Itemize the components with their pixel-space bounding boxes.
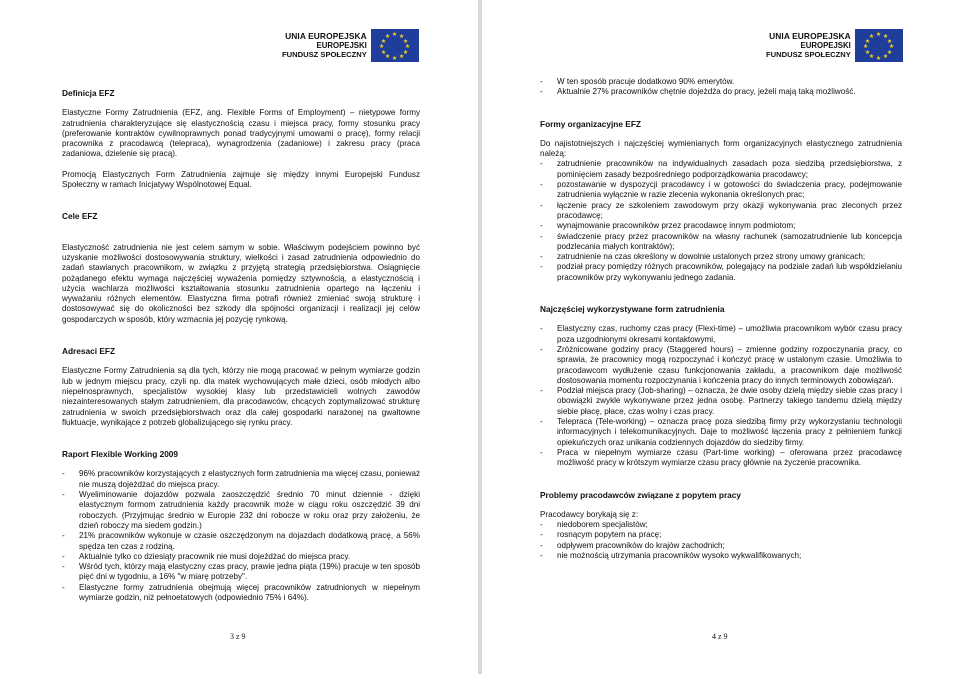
logo-line-2: EUROPEJSKI: [800, 41, 851, 50]
left-content: [62, 88, 420, 603]
list-item: - Elastyczne formy zatrudnienia obejmują więcej pracowników zatrudnionych w niepełnym wymiarze godzin, niż pełnoetatowych (odpowiednio 75% i 64%).: [62, 583, 420, 604]
list-item: - Aktualnie 27% pracowników chętnie dojeżdża do pracy, jeżeli mają taką możliwość.: [540, 87, 902, 97]
problemy-heading: Problemy pracodawców związane z popytem pracy: [540, 489, 742, 500]
logo-line-3: FUNDUSZ SPOŁECZNY: [766, 50, 851, 59]
list-item: - nie możnością utrzymania pracowników wysoko wykwalifikowanych;: [540, 551, 902, 561]
list-item: - niedoborem specjalistów;: [540, 520, 902, 530]
eu-logo-text: [766, 32, 851, 59]
list-item: - 96% pracowników korzystających z elastycznych form zatrudnienia ma więcej czasu, ponieważ nie muszą dojeżdżać do miejsca pracy.: [62, 469, 420, 490]
eu-flag-icon: ★ ★ ★ ★ ★ ★ ★ ★ ★ ★ ★ ★: [371, 29, 419, 62]
logo-line-2: EUROPEJSKI: [316, 41, 367, 50]
page-left: [0, 0, 478, 674]
raport-heading: Raport Flexible Working 2009: [62, 449, 179, 460]
list-item: - 21% pracowników wykonuje w czasie oszczędzonym na dojazdach dodatkową pracę, a 56% spędza ten czas z rodziną.: [62, 531, 420, 552]
problemy-list: [540, 520, 902, 561]
list-item: - Wyeliminowanie dojazdów pozwala zaoszczędzić średnio 70 minut dziennie - dzięki elastycznym formom zatrudnienia każdy pracownik może w ciągu roku oszczędzić 39 dni roboczych. (Przyjmując średnio w Europie 232 dni robocze w roku oraz przy założeniu, że dzień roboczy ma siedem godzin.): [62, 490, 420, 531]
list-item: - łączenie pracy ze szkoleniem zawodowym przy okazji wykonywania prac zleconych przez pracodawcę;: [540, 201, 902, 222]
list-item: - Aktualnie tylko co dziesiąty pracownik nie musi dojeżdżać do miejsca pracy.: [62, 552, 420, 562]
najczesciej-list: [540, 324, 902, 468]
definicja-text: Elastyczne Formy Zatrudnienia (EFZ, ang. Flexible Forms of Employment) – nietypowe formy zatrudnienia charakteryzujące się elastycznością czasu i miejsca pracy, formy stosunku pracy (preferowanie kontraktów cywilnoprawnych ponad tradycyjnymi umowami o pracę), formy relacji pracownika z pracodawcą (telepraca), wynagrodzenia (zadaniowe) i zakresu pracy (praca zadaniowa, dzielenie się pracą).: [62, 108, 420, 159]
najczesciej-heading: Najczęściej wykorzystywane form zatrudnienia: [540, 304, 725, 315]
formy-heading: Formy organizacyjne EFZ: [540, 118, 641, 129]
definicja-heading: Definicja EFZ: [62, 88, 115, 98]
eu-flag-icon: ★ ★ ★ ★ ★ ★ ★ ★ ★ ★ ★ ★: [855, 29, 903, 62]
problemy-intro: Pracodawcy borykają się z:: [540, 509, 639, 519]
cele-text: Elastyczność zatrudnienia nie jest celem samym w sobie. Właściwym podejściem powinno być uzyskanie możliwości dostosowywania struktury, wielkości i zasad zatrudnienia odpowiednio do zadań stawianych pracownikom, w związku z przyjętą strategią przedsiębiorstwa. Osiągnięcie pożądanego efektu wymaga najczęściej wyważenia pomiędzy sztywnością, a elastycznością i użycia wachlarza możliwości kształtowania stosunku zatrudnienia opartego na łączeniu i wyważaniu różnych elementów. Elastyczna firma potrafi również zmieniać swoją strukturę i dostosowywać się do okoliczności bez szkody dla spójności organizacji i realizacji jej celów gospodarczych w sposób, który wzmacnia jej pozycję rynkową.: [62, 242, 420, 324]
promocja-text: Promocją Elastycznych Form Zatrudnienia zajmuje się między innymi Europejski Fundusz Społeczny w ramach Inicjatywy Wspólnotowej Equal.: [62, 169, 420, 190]
logo-line-3: FUNDUSZ SPOŁECZNY: [282, 50, 367, 59]
eu-logo-text: [282, 32, 367, 59]
adresaci-text: Elastyczne Formy Zatrudnienia są dla tych, którzy nie mogą pracować w pełnym wymiarze godzin lub w jednym miejscu pracy, czyli np. dla matek wychowujących małe dzieci, osób młodych albo niepełnosprawnych, specjalistów wysokiej klasy lub przedstawicieli wolnych zawodów niezainteresowanych stałym zatrudnieniem, dla pracodawców, chcących zoptymalizować strukturę zatrudnienia w swoich przedsiębiorstwach oraz dla całej gospodarki narażonej na gwałtowne fluktuacje, wynikające z potrzeb globalizującego się rynku pracy.: [62, 366, 420, 427]
formy-list: [540, 159, 902, 283]
eu-logo: [766, 29, 903, 62]
logo-line-1: UNIA EUROPEJSKA: [769, 31, 851, 41]
cele-heading: Cele EFZ: [62, 211, 98, 222]
list-item: - Telepraca (Tele-working) – oznacza pracę poza siedzibą firmy przy wykorzystaniu technologii informacyjnych i telekomunikacyjnych. Daje to możliwość łączenia pracy z pełnieniem funkcji opiekuńczych oraz unikania codziennych dojazdów do siedziby firmy.: [540, 417, 902, 448]
list-item: - odpływem pracowników do krajów zachodnich;: [540, 541, 902, 551]
list-item: - Zróżnicowane godziny pracy (Staggered hours) – zmienne godziny rozpoczynania pracy, co sprawia, że pracownicy mogą rozpoczynać i kończyć pracę w ustalonym czasie. Umożliwia to pracodawcom wydłużenie czasu funkcjonowania zakładu, a pracownikom daje możliwość dostosowania momentu rozpoczynania i kończenia pracy do innych terminowych zobowiązań.: [540, 345, 902, 386]
page-number: 4 z 9: [712, 632, 728, 641]
formy-intro: Do najistotniejszych i najczęściej wymienianych form organizacyjnych elastycznego zatrudnienia należą:: [540, 138, 902, 159]
list-item: - pozostawanie w dyspozycji pracodawcy i w gotowości do świadczenia pracy, podejmowanie zatrudnienia wyłącznie w razie zlecenia wykonania określonych prac;: [540, 180, 902, 201]
list-item: - wynajmowanie pracowników przez pracodawcę innym podmiotom;: [540, 221, 902, 231]
list-item: - W ten sposób pracuje dodatkowo 90% emerytów.: [540, 77, 902, 87]
list-item: - rosnącym popytem na pracę;: [540, 530, 902, 540]
page-right: [482, 0, 960, 674]
page-number: 3 z 9: [230, 632, 246, 641]
right-content: [540, 77, 902, 561]
list-item: - Podział miejsca pracy (Job-sharing) – oznacza, że dwie osoby dzielą między siebie czas pracy i obowiązki zwykle wykonywane przez jedna osobę. Partnerzy takiego tandemu dzielą między siebie płacę, płace, czas wolny i czas pracy.: [540, 386, 902, 417]
list-item: - podział pracy pomiędzy różnych pracowników, polegający na podziale zadań lub współdzielaniu pracowników przy wykonywaniu jednego zadania.: [540, 262, 902, 283]
logo-line-1: UNIA EUROPEJSKA: [285, 31, 367, 41]
list-item: - Elastyczny czas, ruchomy czas pracy (Flexi-time) – umożliwia pracownikom wybór czasu pracy poza uzgodnionymi okresami kontaktowymi,: [540, 324, 902, 345]
list-item: - Wśród tych, którzy mają elastyczny czas pracy, prawie jedna piąta (19%) pracuje w ten sposób pięć dni w tygodniu, a 16% "w miarę potrzeby".: [62, 562, 420, 583]
list-item: - zatrudnienie na czas określony w dowolnie ustalonych przez strony umowy granicach;: [540, 252, 902, 262]
top-list: [540, 77, 902, 98]
eu-logo: [282, 29, 419, 62]
list-item: - zatrudnienie pracowników na indywidualnych zasadach poza siedzibą przedsiębiorstwa, z pominięciem zasady bezpośredniego podporządkowania pracodawcy;: [540, 159, 902, 180]
adresaci-heading: Adresaci EFZ: [62, 346, 116, 357]
list-item: - Praca w niepełnym wymiarze czasu (Part-time working) – oferowana przez pracodawcę możliwość pracy w krótszym wymiarze czasu pracy głównie na życzenie pracownika.: [540, 448, 902, 469]
list-item: - świadczenie pracy przez pracowników na własny rachunek (samozatrudnienie lub koncepcja podzlecania małych kontraktów);: [540, 232, 902, 253]
raport-list: [62, 469, 420, 603]
